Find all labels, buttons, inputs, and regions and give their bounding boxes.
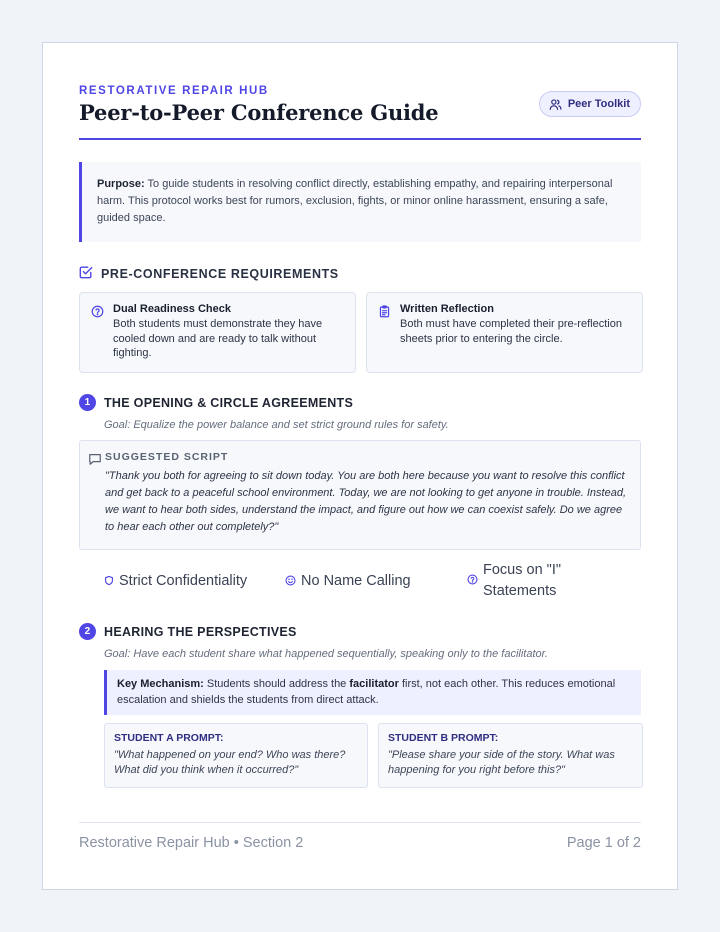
student-a-prompt-text: "What happened on your end? Who was there? What did you think when it occurred?" <box>114 749 346 776</box>
student-b-prompt-text: "Please share your side of the story. What was happening for you right before this?" <box>388 749 615 776</box>
suggested-script-box <box>79 440 641 550</box>
script-label: SUGGESTED SCRIPT <box>105 451 229 463</box>
shield-icon <box>104 574 114 590</box>
question-circle-icon <box>467 573 478 589</box>
clipboard-icon <box>378 305 391 323</box>
written-reflection-card <box>366 292 643 373</box>
agreement-label: Strict Confidentiality <box>119 573 248 589</box>
header-divider <box>79 138 641 140</box>
step-1-goal: Goal: Equalize the power balance and set strict ground rules for safety. <box>104 419 449 431</box>
student-a-prompt-label: STUDENT A PROMPT: <box>114 732 224 744</box>
footer-section-label: Restorative Repair Hub • Section 2 <box>79 835 304 851</box>
readiness-check-card <box>79 292 356 373</box>
step-2-goal: Goal: Have each student share what happened sequentially, speaking only to the facilitator. <box>104 648 548 660</box>
hub-eyebrow: RESTORATIVE REPAIR HUB <box>79 85 269 97</box>
written-reflection-text: Both must have completed their pre-reflection sheets prior to entering the circle. <box>400 318 622 345</box>
purpose-label: Purpose: <box>97 178 145 190</box>
requirements-heading <box>79 265 339 282</box>
readiness-check-title: Dual Readiness Check <box>113 303 231 315</box>
student-a-prompt-card <box>104 723 368 788</box>
question-circle-icon <box>91 305 104 323</box>
step-2-title: HEARING THE PERSPECTIVES <box>104 624 297 639</box>
step-1-number: 1 <box>79 394 96 411</box>
agreement-i-statements <box>467 560 587 602</box>
agreement-label: No Name Calling <box>301 573 411 589</box>
checkbox-icon <box>79 265 93 282</box>
requirements-heading-text: PRE-CONFERENCE REQUIREMENTS <box>101 266 339 281</box>
smile-icon <box>285 574 296 590</box>
step-2-heading <box>79 623 297 640</box>
purpose-text: To guide students in resolving conflict directly, establishing empathy, and repairing interpersonal harm. This protocol works best for rumors, exclusion, fights, or minor online harassment, ensuring a safe, guided space. <box>97 178 613 224</box>
key-mechanism-callout <box>104 670 641 715</box>
written-reflection-title: Written Reflection <box>400 303 494 315</box>
agreement-label: Focus on "I" Statements <box>483 562 561 599</box>
mechanism-text-post: first, not each other. This reduces emotional escalation and shields the students from direct attack. <box>117 678 616 706</box>
users-icon <box>549 98 562 111</box>
peer-toolkit-button[interactable] <box>539 91 641 117</box>
agreement-no-name-calling <box>285 571 411 592</box>
step-1-title: THE OPENING & CIRCLE AGREEMENTS <box>104 395 354 410</box>
readiness-check-text: Both students must demonstrate they have cooled down and are ready to talk without fighting. <box>113 318 323 359</box>
agreement-confidentiality <box>104 571 247 592</box>
step-1-heading <box>79 394 353 411</box>
document-page <box>42 42 678 890</box>
mechanism-text-pre: Students should address the <box>206 678 347 690</box>
peer-toolkit-label: Peer Toolkit <box>567 98 630 110</box>
purpose-callout <box>79 162 641 242</box>
mechanism-label: Key Mechanism: <box>117 678 204 690</box>
student-b-prompt-label: STUDENT B PROMPT: <box>388 732 499 744</box>
chat-bubble-icon <box>88 452 102 471</box>
script-text: "Thank you both for agreeing to sit down today. You are both here because you want to resolve this conflict and get back to a peaceful school environment. Today, we are not looking to get anyone in trouble. Instead, we want to hear both sides, understand the impact, and figure out how we can coexist safely. Do we agree to hear each other out completely?" <box>105 470 627 533</box>
footer-divider <box>79 822 641 823</box>
step-2-number: 2 <box>79 623 96 640</box>
mechanism-facilitator: facilitator <box>349 678 399 690</box>
page-title: Peer-to-Peer Conference Guide <box>79 100 439 125</box>
footer-page-number: Page 1 of 2 <box>566 835 641 851</box>
student-b-prompt-card <box>378 723 643 788</box>
